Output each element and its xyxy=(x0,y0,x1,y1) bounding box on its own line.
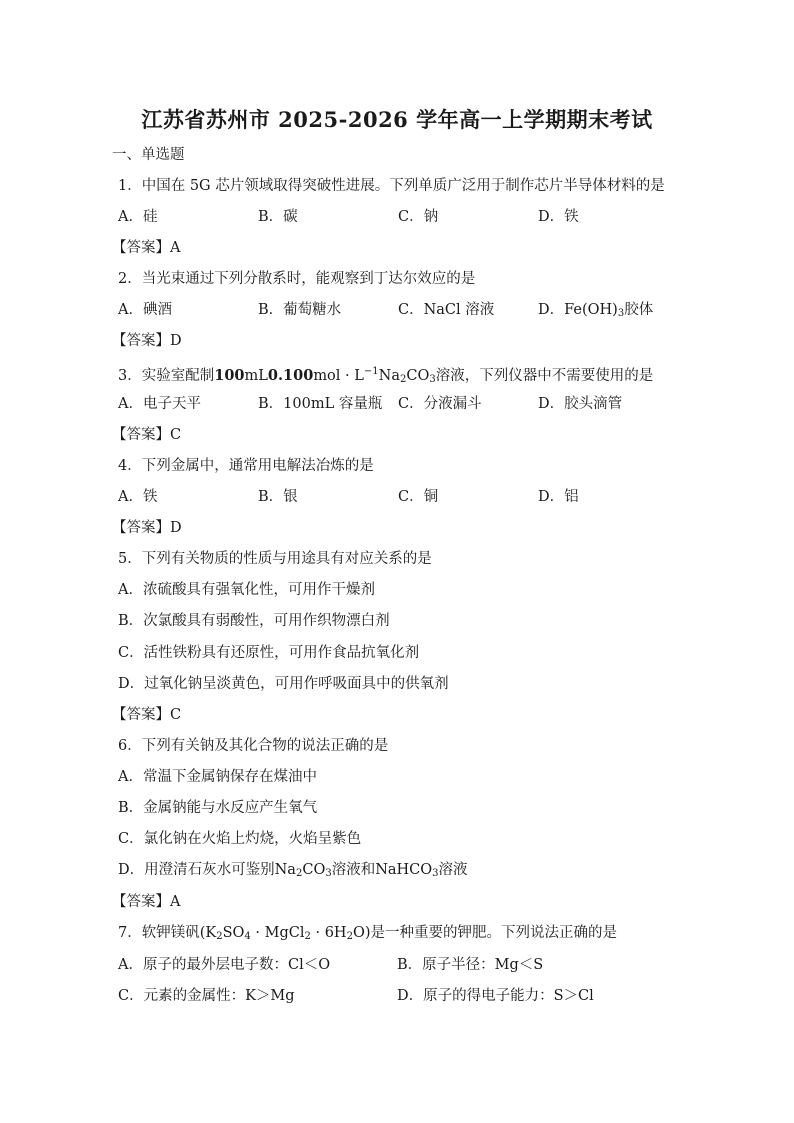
question-2-option-c: C．NaCl 溶液 xyxy=(398,302,495,318)
question-6-option-a: A．常温下金属钠保存在煤油中 xyxy=(118,769,317,785)
question-5-answer: 【答案】C xyxy=(112,707,182,723)
question-5-option-d: D．过氧化钠呈淡黄色，可用作呼吸面具中的供氧剂 xyxy=(118,676,449,692)
question-4-stem: 4．下列金属中，通常用电解法冶炼的是 xyxy=(118,458,374,474)
question-7-option-c: C．元素的金属性：K＞Mg xyxy=(118,988,295,1004)
question-6-answer: 【答案】A xyxy=(112,894,181,910)
question-7-option-d: D．原子的得电子能力：S＞Cl xyxy=(397,988,594,1004)
question-2-option-d: D．$Fe(OH)_3$胶体 xyxy=(538,302,654,319)
question-5-option-b: B．次氯酸具有弱酸性，可用作织物漂白剂 xyxy=(118,613,390,629)
question-2-stem: 2．当光束通过下列分散系时，能观察到丁达尔效应的是 xyxy=(118,271,476,287)
question-3-option-b: B．100mL 容量瓶 xyxy=(258,396,383,412)
question-4-answer: 【答案】D xyxy=(112,520,182,536)
exam-title: 江苏省苏州市 2025-2026 学年高一上学期期末考试 xyxy=(141,107,653,132)
question-1-option-c: C．钠 xyxy=(398,209,439,225)
question-7-option-a: A．原子的最外层电子数：Cl＜O xyxy=(118,957,331,973)
question-1-option-b: B．碳 xyxy=(258,209,298,225)
question-1-option-a: A．硅 xyxy=(118,209,158,225)
question-2-option-a: A．碘酒 xyxy=(118,302,172,318)
question-2-option-b: B．葡萄糖水 xyxy=(258,302,342,318)
question-3-option-a: A．电子天平 xyxy=(118,396,201,412)
question-3-option-c: C．分液漏斗 xyxy=(398,396,482,412)
question-4-option-c: C．铜 xyxy=(398,489,439,505)
question-6-option-c: C．氯化钠在火焰上灼烧，火焰呈紫色 xyxy=(118,831,362,847)
question-6-option-d: D．用澄清石灰水可鉴别$Na_2CO_3$溶液和NaHCO$_3$溶液 xyxy=(118,862,468,879)
question-5-stem: 5．下列有关物质的性质与用途具有对应关系的是 xyxy=(118,551,432,567)
section-heading: 一、单选题 xyxy=(112,147,185,163)
question-3-option-d: D．胶头滴管 xyxy=(538,396,623,412)
question-1-answer: 【答案】A xyxy=(112,240,181,256)
question-7-stem: 7．软钾镁矾($K_2SO_4$ · MgCl$_2$ · $6H_2O$)是一种重要的钾肥。下列说法正确的是 xyxy=(118,925,617,942)
question-7-option-b: B．原子半径：Mg＜S xyxy=(397,957,544,973)
question-6-option-b: B．金属钠能与水反应产生氧气 xyxy=(118,800,318,816)
question-4-option-b: B．银 xyxy=(258,489,298,505)
question-1-option-d: D．铁 xyxy=(538,209,579,225)
question-3-stem: 3．实验室配制$100mL0.100mol \cdot L^{-1}Na_2CO_3$溶液，下列仪器中不需要使用的是 xyxy=(118,366,654,385)
question-6-stem: 6．下列有关钠及其化合物的说法正确的是 xyxy=(118,738,389,754)
question-3-answer: 【答案】C xyxy=(112,427,182,443)
question-2-answer: 【答案】D xyxy=(112,333,182,349)
question-4-option-d: D．铝 xyxy=(538,489,579,505)
question-1-stem: 1．中国在 5G 芯片领域取得突破性进展。下列单质广泛用于制作芯片半导体材料的是 xyxy=(118,178,665,194)
question-4-option-a: A．铁 xyxy=(118,489,158,505)
question-5-option-a: A．浓硫酸具有强氧化性，可用作干燥剂 xyxy=(118,582,375,598)
question-5-option-c: C．活性铁粉具有还原性，可用作食品抗氧化剂 xyxy=(118,645,420,661)
